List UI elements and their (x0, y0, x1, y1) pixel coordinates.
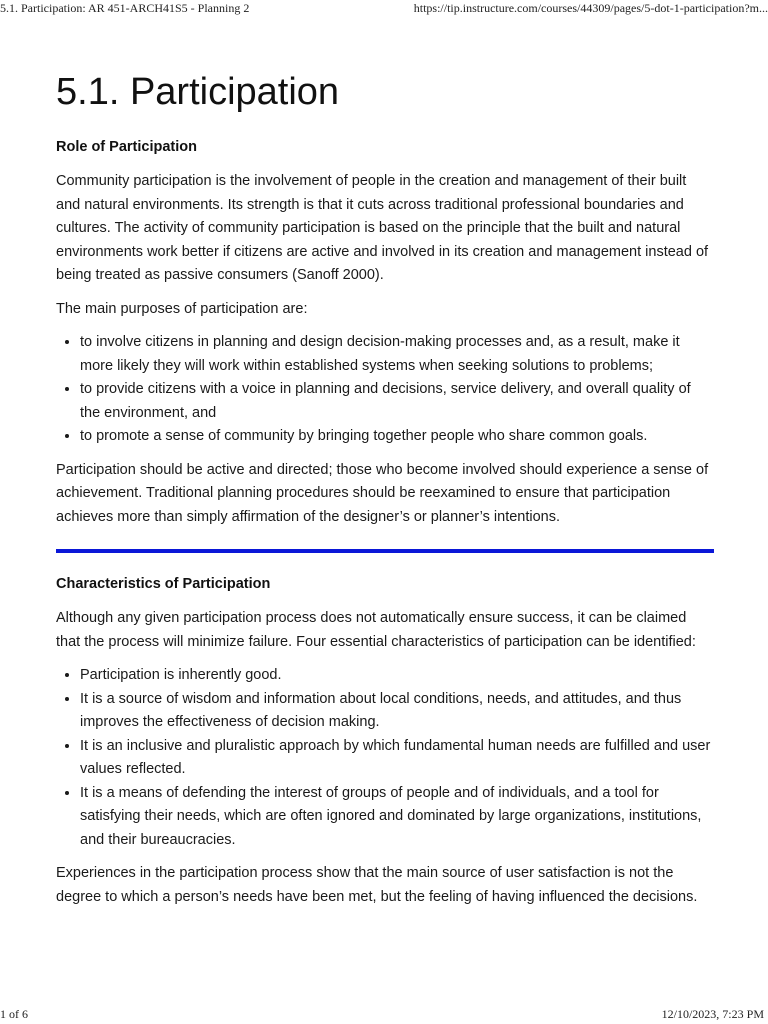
paragraph: Experiences in the participation process show that the main source of user satisfaction is not the degree to which a person’s needs have been met, but the feeling of having influenced the decisions. (56, 865, 698, 905)
paragraph: Participation should be active and directed; those who become involved should experience a sense of achievement. Traditional planning procedures should be reexamined to ensure that participation achieves more than simply affirmation of the designer’s or planner’s intentions. (56, 461, 709, 525)
section-divider (56, 549, 714, 553)
paragraph: The main purposes of participation are: (56, 300, 308, 317)
list-item: • It is a means of defending the interest of groups of people and of individuals, and a tool for satisfying their needs, which are often ignored and dominated by large organizations, institutions, and their bureaucracies. (80, 782, 714, 853)
list-item: • to promote a sense of community by bringing together people who share common goals. (80, 425, 714, 449)
page-title: 5.1. Participation (56, 71, 340, 113)
print-header (0, 0, 768, 22)
print-page-title: 5.1. Participation: AR 451-ARCH41S5 - Planning 2 (0, 1, 250, 15)
print-datetime: 12/10/2023, 7:23 PM (661, 1007, 764, 1021)
purposes-list (56, 331, 714, 449)
list-item: • It is an inclusive and pluralistic approach by which fundamental human needs are fulfilled and user values reflected. (80, 735, 714, 782)
list-item: • Participation is inherently good. (80, 664, 714, 688)
page-indicator: 1 of 6 (0, 1007, 28, 1021)
section-heading-characteristics: Characteristics of Participation (56, 576, 271, 592)
list-item: • to provide citizens with a voice in planning and decisions, service delivery, and overall quality of the environment, and (80, 378, 714, 425)
section-heading-role: Role of Participation (56, 139, 197, 155)
print-page-url: https://tip.instructure.com/courses/44309/pages/5-dot-1-participation?m... (413, 1, 768, 15)
characteristics-list (56, 664, 714, 852)
list-item: • to involve citizens in planning and design decision-making processes and, as a result, make it more likely they will work within established systems when seeking solutions to problems; (80, 331, 714, 378)
paragraph: Although any given participation process does not automatically ensure success, it can be claimed that the process will minimize failure. Four essential characteristics of participation can be identified: (56, 610, 696, 650)
list-item: • It is a source of wisdom and information about local conditions, needs, and attitudes, and thus improves the effectiveness of decision making. (80, 688, 714, 735)
paragraph: Community participation is the involvement of people in the creation and management of their built and natural environments. Its strength is that it cuts across traditional professional boundaries and cultures. The activity of community participation is based on the principle that the built and natural environments work better if citizens are active and involved in its creation and management instead of being treated as passive consumers (Sanoff 2000). (56, 173, 709, 283)
print-footer (0, 1002, 768, 1024)
page-content (56, 64, 714, 919)
